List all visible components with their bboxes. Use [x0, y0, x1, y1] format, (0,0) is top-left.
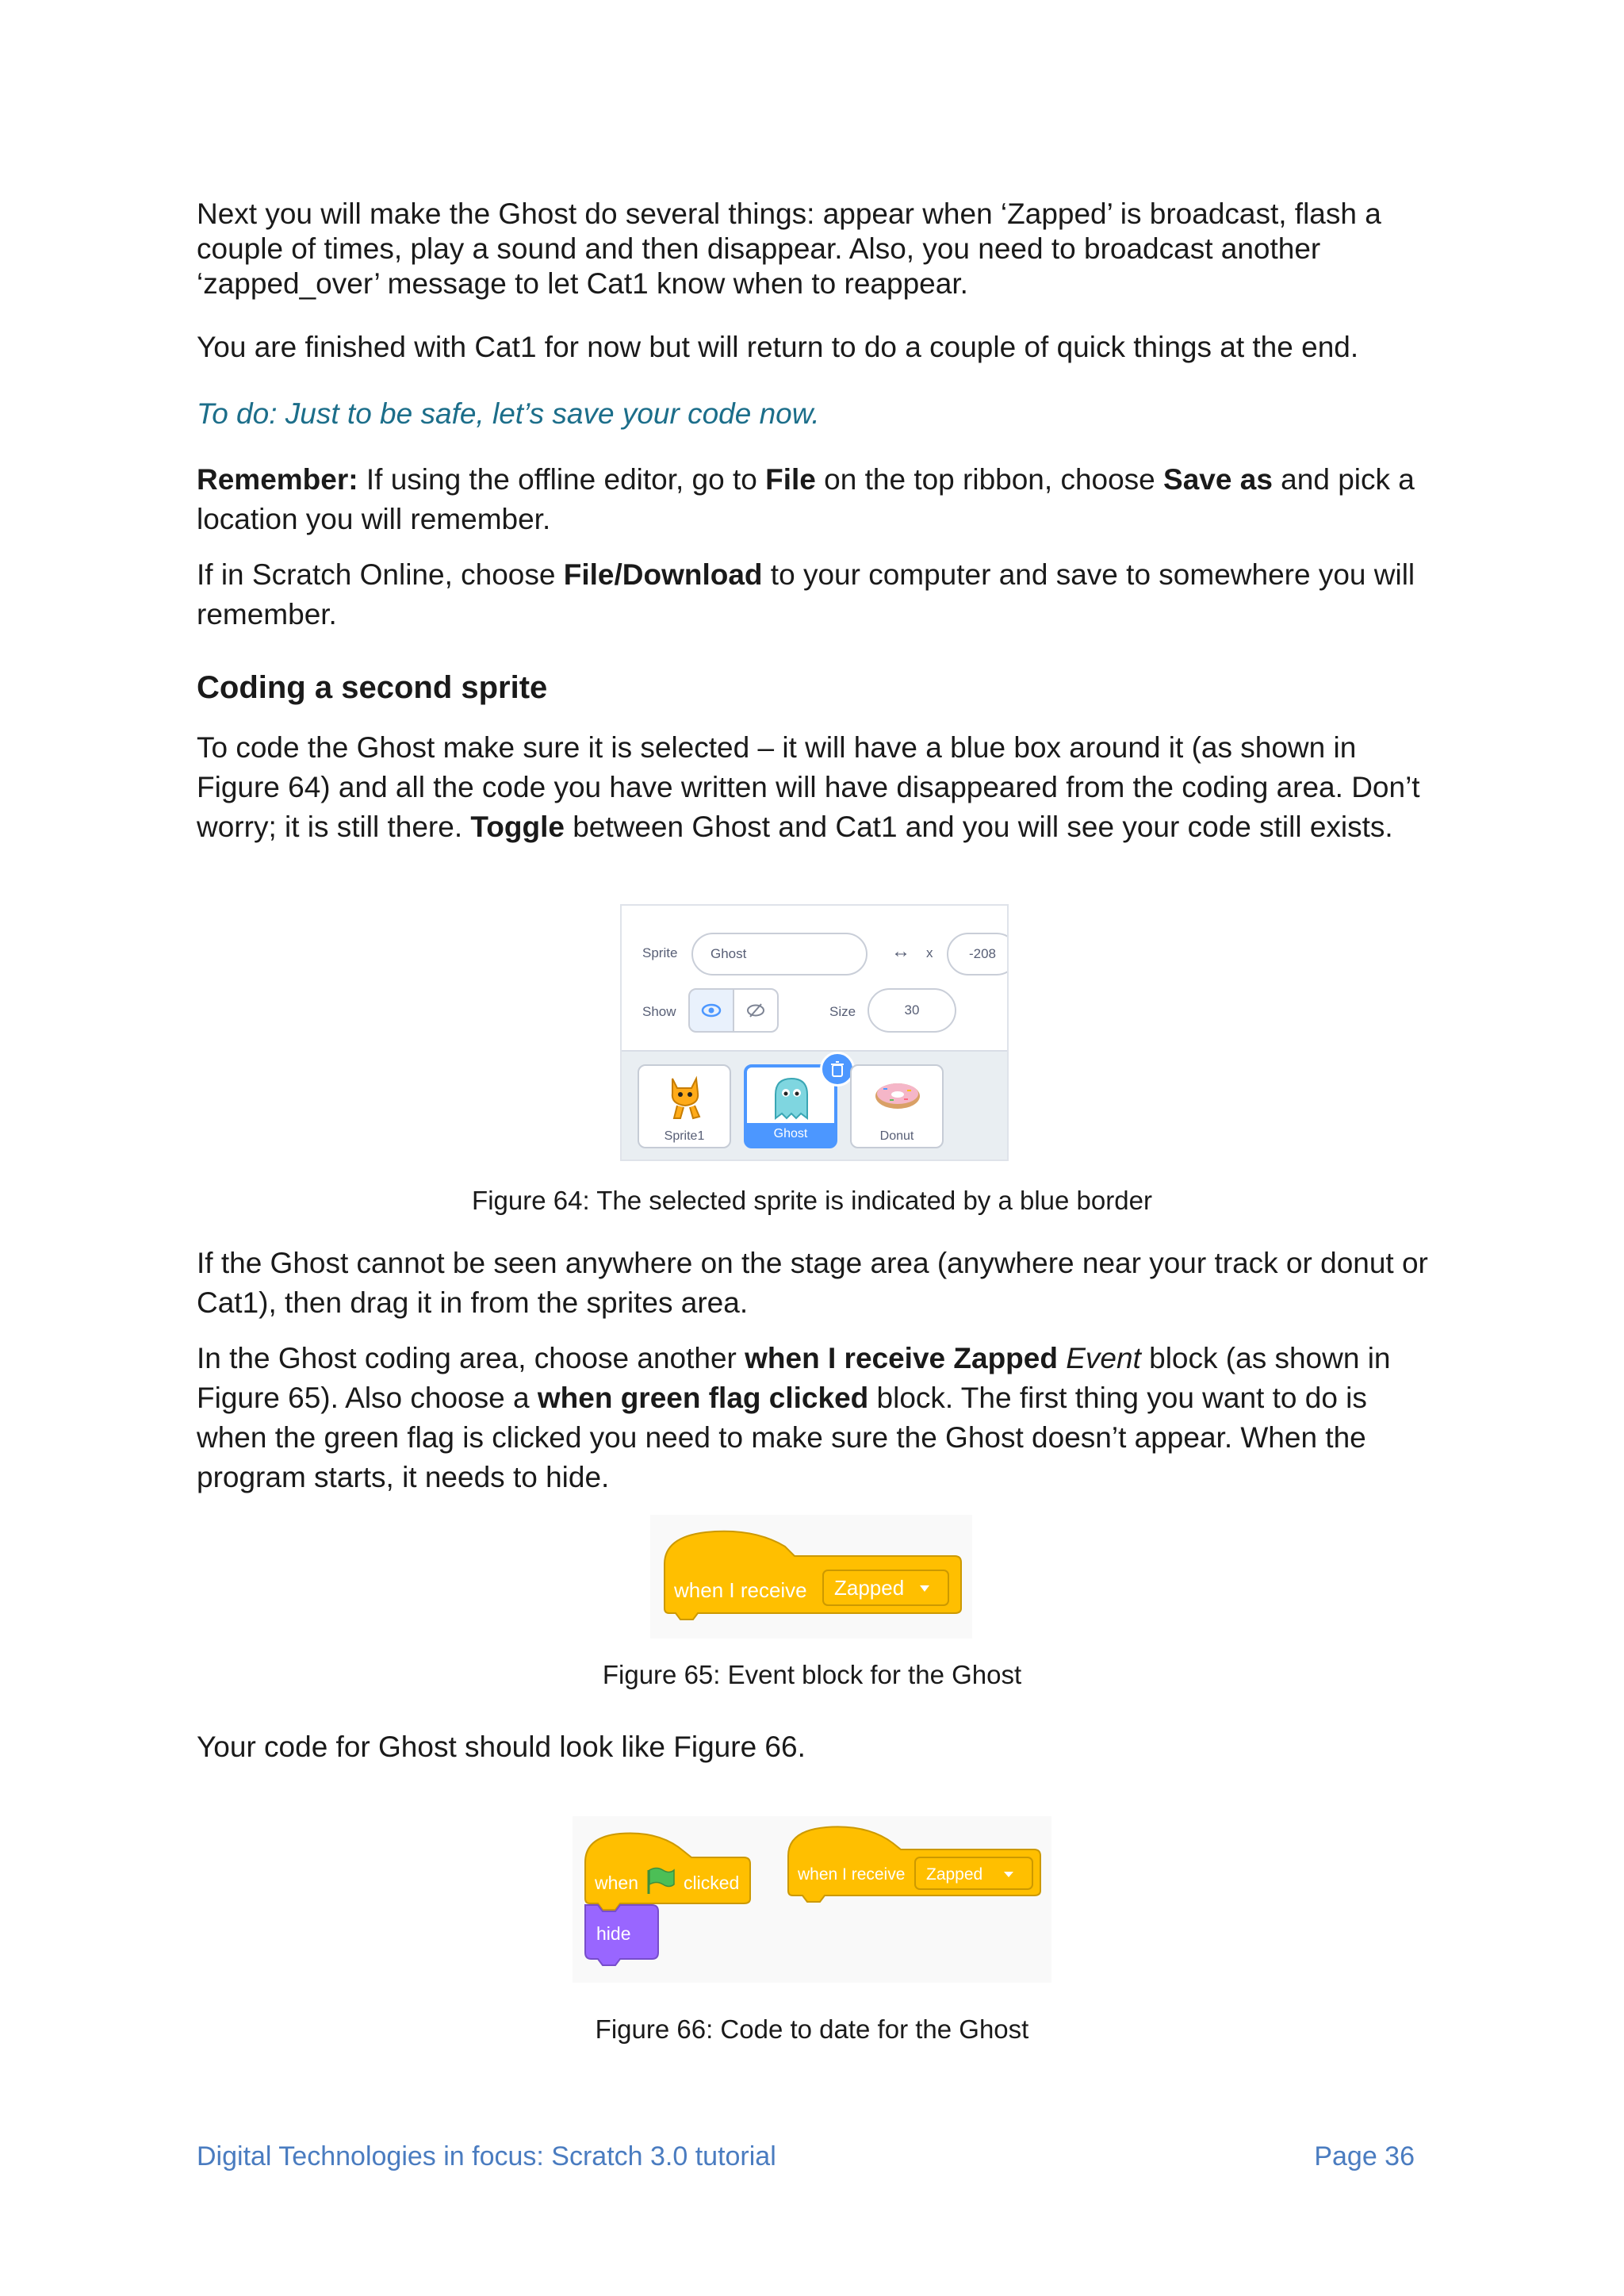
figure-66-caption: Figure 66: Code to date for the Ghost: [595, 2014, 1029, 2044]
section-heading: Coding a second sprite: [197, 670, 548, 705]
when-i-receive-term: when I receive Zapped: [745, 1342, 1058, 1374]
event-term: Event: [1066, 1342, 1141, 1374]
size-label: Size: [829, 1004, 856, 1019]
sprite-tile-donut[interactable]: [850, 1064, 944, 1148]
text-span: to your computer and save to somewhere you will remember.: [197, 558, 1415, 631]
receive-label: when I receive: [798, 1865, 906, 1884]
paragraph-finished: You are finished with Cat1 for now but will return to do a couple of quick things at the end.: [197, 331, 1359, 363]
when-i-receive-block: [650, 1515, 972, 1639]
figure-64-caption: Figure 64: The selected sprite is indicated by a blue border: [472, 1186, 1152, 1215]
footer-title: Digital Technologies in focus: Scratch 3.0 tutorial: [197, 2141, 776, 2171]
dropdown-value: Zapped: [926, 1865, 983, 1884]
sprite-tile-label: Ghost: [747, 1123, 834, 1145]
text-span: If in Scratch Online, choose: [197, 558, 564, 591]
todo-note: To do: Just to be safe, let’s save your code now.: [197, 397, 820, 430]
show-hidden-button[interactable]: [733, 988, 779, 1033]
eye-icon: [701, 1003, 722, 1018]
dropdown-value: Zapped: [834, 1576, 905, 1600]
figure-65-caption: Figure 65: Event block for the Ghost: [602, 1660, 1022, 1689]
size-input[interactable]: 30: [868, 988, 956, 1033]
text-span: In the Ghost coding area, choose another: [197, 1342, 745, 1374]
paragraph-code-should-look: Your code for Ghost should look like Figure 66.: [197, 1731, 806, 1763]
ghost-sprite-icon: [766, 1072, 817, 1123]
cat-sprite-icon: [661, 1071, 709, 1121]
block-label: when I receive: [674, 1578, 807, 1602]
figure-66-ghost-code: [573, 1816, 1051, 1983]
sprite-tile-label: Donut: [879, 1129, 914, 1143]
trash-icon: [830, 1061, 845, 1077]
file-term: File: [765, 463, 816, 496]
clicked-label: clicked: [684, 1872, 740, 1893]
donut-sprite-icon: [872, 1079, 923, 1114]
paragraph-remember: [197, 460, 1434, 539]
footer-page-number: Page 36: [1314, 2141, 1415, 2171]
text-span: and pick a location you will remember.: [197, 463, 1415, 535]
paragraph-intro: [197, 197, 1434, 301]
when-label: when: [595, 1872, 638, 1893]
figure-65-event-block: [650, 1515, 972, 1639]
toggle-term: Toggle: [470, 811, 565, 843]
text-span: between Ghost and Cat1 and you will see your code still exists.: [564, 811, 1393, 843]
paragraph-selected: [197, 728, 1434, 847]
sprite-name-input[interactable]: Ghost: [691, 933, 868, 976]
intro-line-1: Next you will make the Ghost do several things: appear when ‘Zapped’ is broadcast, flash a: [197, 197, 1381, 230]
figure-64-sprite-pane: [620, 904, 1009, 1161]
hide-label: hide: [596, 1923, 631, 1944]
paragraph-coding-area: [197, 1339, 1434, 1497]
sprite-info-panel: [622, 906, 1007, 1052]
sprite-tile-label: Sprite1: [664, 1129, 705, 1143]
eye-slash-icon: [745, 1002, 766, 1019]
x-position-input[interactable]: -208: [947, 933, 1009, 976]
sprite-tile-sprite1[interactable]: [638, 1064, 731, 1148]
save-as-term: Save as: [1163, 463, 1273, 496]
ghost-code-blocks: [573, 1816, 1051, 1983]
text-span: on the top ribbon, choose: [815, 463, 1164, 496]
text-span: If using the offline editor, go to: [358, 463, 766, 496]
paragraph-online: [197, 555, 1434, 634]
show-label: Show: [642, 1004, 676, 1019]
paragraph-drag-ghost: If the Ghost cannot be seen anywhere on the stage area (anywhere near your track or donut or Cat1), then drag it in from the sprites area.: [197, 1247, 1428, 1319]
text-span: [1058, 1342, 1066, 1374]
sprite-label: Sprite: [642, 945, 678, 960]
intro-line-2: couple of times, play a sound and then disappear. Also, you need to broadcast another: [197, 232, 1321, 265]
intro-line-3: ‘zapped_over’ message to let Cat1 know when to reappear.: [197, 267, 968, 300]
green-flag-term: when green flag clicked: [537, 1382, 869, 1414]
x-label: x: [926, 945, 933, 960]
text-span: block. The first thing you want to do is when the green flag is clicked you need to make sure the Ghost doesn’t appear. When the program starts, it needs to hide.: [197, 1382, 1367, 1493]
text-span: To code the Ghost make sure it is selected – it will have a blue box around it (as shown in Figure 64) and all the code you have written will have disappeared from the coding area. Don’t worry; it is still there.: [197, 731, 1420, 843]
arrows-horizontal-icon: ↔: [891, 941, 910, 962]
text-span: block (as shown in Figure 65). Also choose a: [197, 1342, 1391, 1414]
remember-label: Remember:: [197, 463, 358, 496]
show-visible-button[interactable]: [688, 988, 734, 1033]
file-download-term: File/Download: [563, 558, 763, 591]
